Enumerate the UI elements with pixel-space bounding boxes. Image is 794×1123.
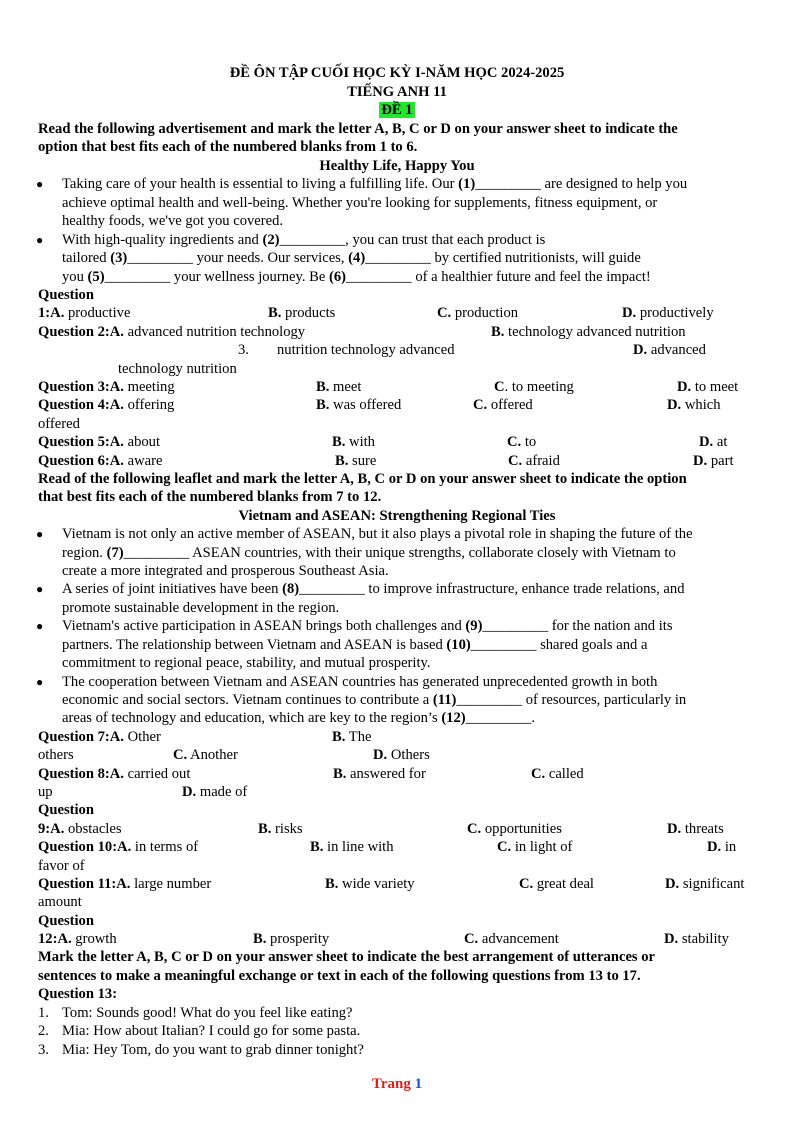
s2-p1-line2: region. (7)_________ ASEAN countries, with their unique strengths, collaborate closely with Vietnam to (62, 545, 676, 561)
bullet-icon: ● (36, 619, 44, 633)
s2-p4-line2: economic and social sectors. Vietnam continues to contribute a (11)_________ of resources, particularly in (62, 692, 687, 708)
s1-p1-line3: healthy foods, we've got you covered. (62, 213, 284, 229)
q8-option-c: C. called (531, 766, 584, 782)
q8-option-d: D. made of (182, 784, 248, 800)
q11-option-c: C. great deal (519, 876, 594, 892)
section1-instruction-line1: Read the following advertisement and mark the letter A, B, C or D on your answer sheet to indicate the (38, 121, 678, 137)
s1-p1-line1: Taking care of your health is essential to living a fulfilling life. Our (1)_________ are designed to help you (62, 176, 688, 192)
q6-option-b: B. sure (335, 453, 377, 469)
exam-subject: TIẾNG ANH 11 (347, 84, 447, 100)
s1-p1-line2: achieve optimal health and well-being. Whether you're looking for supplements, fitness equipment, or (62, 195, 658, 211)
q6-option-d: D. part (693, 453, 734, 469)
q3-option-b: B. meet (316, 379, 362, 395)
q13-item-number: 1. (38, 1005, 49, 1021)
bullet-icon: ● (36, 177, 44, 191)
section2-instruction-line1: Read of the following leaflet and mark the letter A, B, C or D on your answer sheet to indicate the option (38, 471, 687, 487)
s2-p3-line2: partners. The relationship between Vietnam and ASEAN is based (10)_________ shared goals and a (62, 637, 648, 653)
q9-option-d: D. threats (667, 821, 724, 837)
q11-option-a: Question 11:A. large number (38, 876, 212, 892)
q11-option-d: D. significant (665, 876, 745, 892)
q9-label-a: Question (38, 802, 94, 818)
bullet-icon: ● (36, 233, 44, 247)
q1-option-c: C. production (437, 305, 519, 321)
bullet-icon: ● (36, 582, 44, 596)
q7-option-b-cont: others (38, 747, 74, 763)
q10-option-c: C. in light of (497, 839, 573, 855)
q10-option-a: Question 10:A. in terms of (38, 839, 199, 855)
q9-option-b: B. risks (258, 821, 303, 837)
q13-item-text: Mia: Hey Tom, do you want to grab dinner tonight? (62, 1042, 364, 1058)
q3-option-d: D. to meet (677, 379, 739, 395)
q4-option-c: C. offered (473, 397, 533, 413)
s2-p2-line2: promote sustainable development in the region. (62, 600, 340, 616)
s1-p2-line3: you (5)_________ your wellness journey. Be (6)_________ of a healthier future and feel the impact! (62, 269, 651, 285)
q7-option-a: Question 7:A. Other (38, 729, 161, 745)
q5-option-b: B. with (332, 434, 375, 450)
s2-p1-line3: create a more integrated and prosperous Southeast Asia. (62, 563, 389, 579)
q6-option-c: C. afraid (508, 453, 560, 469)
s1-p2-line2: tailored (3)_________ your needs. Our services, (4)_________ by certified nutritionists, will guide (62, 250, 641, 266)
q6-option-a: Question 6:A. aware (38, 453, 163, 469)
q2-option-c: nutrition technology advanced (277, 342, 455, 358)
q1-option-a: 1:A. productive (38, 305, 131, 321)
page-footer (0, 1076, 794, 1093)
q11-option-d-cont: amount (38, 894, 82, 910)
q2-option-d: D. advanced (633, 342, 706, 358)
q13-item-number: 3. (38, 1042, 49, 1058)
q3-option-c: C. to meeting (494, 379, 574, 395)
s2-p4-line1: The cooperation between Vietnam and ASEAN countries has generated unprecedented growth in both (62, 674, 658, 690)
q3-option-a: Question 3:A. meeting (38, 379, 175, 395)
exam-code-badge: ĐỀ 1 (381, 102, 413, 118)
q1-label-a: Question (38, 287, 94, 303)
s2-p2-line1: A series of joint initiatives have been (8)_________ to improve infrastructure, enhance trade relations, and (62, 581, 685, 597)
q12-option-a: 12:A. growth (38, 931, 117, 947)
s1-p2-line1: With high-quality ingredients and (2)_________, you can trust that each product is (62, 232, 546, 248)
section3-instruction-line1: Mark the letter A, B, C or D on your answer sheet to indicate the best arrangement of utterances or (38, 949, 656, 965)
q2-option-b: B. technology advanced nutrition (491, 324, 686, 340)
q1-option-d: D. productively (622, 305, 714, 321)
q12-option-b: B. prosperity (253, 931, 330, 947)
q12-label-a: Question (38, 913, 94, 929)
footer-page-number: 1 (414, 1076, 423, 1092)
q5-option-d: D. at (699, 434, 728, 450)
q4-option-d: D. which (667, 397, 721, 413)
q9-option-c: C. opportunities (467, 821, 562, 837)
q11-option-b: B. wide variety (325, 876, 415, 892)
q10-option-a-cont: favor of (38, 858, 85, 874)
q4-option-b: B. was offered (316, 397, 402, 413)
q12-option-c: C. advancement (464, 931, 559, 947)
bullet-icon: ● (36, 675, 44, 689)
section1-instruction-line2: option that best fits each of the numbered blanks from 1 to 6. (38, 139, 418, 155)
q5-option-a: Question 5:A. about (38, 434, 161, 450)
s2-p4-line3: areas of technology and education, which are key to the region’s (12)_________. (62, 710, 535, 726)
q4-option-d-cont: offered (38, 416, 80, 432)
q13-label: Question 13: (38, 986, 118, 1002)
s2-p1-line1: Vietnam is not only an active member of ASEAN, but it also plays a pivotal role in shaping the future of the (62, 526, 693, 542)
q4-option-a: Question 4:A. offering (38, 397, 175, 413)
bullet-icon: ● (36, 527, 44, 541)
q2-option-c-num: 3. (238, 342, 249, 358)
q1-option-b: B. products (268, 305, 336, 321)
s2-p3-line3: commitment to regional peace, stability, and mutual prosperity. (62, 655, 431, 671)
q13-item-number: 2. (38, 1023, 49, 1039)
exam-title: ĐỀ ÔN TẬP CUỐI HỌC KỲ I-NĂM HỌC 2024-2025 (229, 65, 565, 81)
q7-option-c: C. Another (173, 747, 238, 763)
q9-option-a: 9:A. obstacles (38, 821, 122, 837)
q13-item-text: Tom: Sounds good! What do you feel like eating? (62, 1005, 353, 1021)
q10-option-b: B. in line with (310, 839, 394, 855)
q2-option-a: Question 2:A. advanced nutrition technology (38, 324, 306, 340)
q2-option-d-cont: technology nutrition (118, 361, 237, 377)
q8-option-a: Question 8:A. carried out (38, 766, 191, 782)
section2-instruction-line2: that best fits each of the numbered blanks from 7 to 12. (38, 489, 382, 505)
q5-option-c: C. to (507, 434, 537, 450)
q8-option-b: B. answered for (333, 766, 426, 782)
q12-option-d: D. stability (664, 931, 729, 947)
section2-passage-title: Vietnam and ASEAN: Strengthening Regional Ties (238, 508, 556, 524)
q8-option-c-cont: up (38, 784, 53, 800)
q13-item-text: Mia: How about Italian? I could go for some pasta. (62, 1023, 361, 1039)
q10-option-d: D. in (707, 839, 737, 855)
exam-code-line (0, 101, 794, 119)
section3-instruction-line2: sentences to make a meaningful exchange or text in each of the following questions from 13 to 17. (38, 968, 641, 984)
q7-option-b: B. The (332, 729, 372, 745)
footer-page-word: Trang (371, 1076, 415, 1092)
q7-option-d: D. Others (373, 747, 430, 763)
section1-passage-title: Healthy Life, Happy You (319, 158, 475, 174)
s2-p3-line1: Vietnam's active participation in ASEAN brings both challenges and (9)_________ for the nation and its (62, 618, 673, 634)
